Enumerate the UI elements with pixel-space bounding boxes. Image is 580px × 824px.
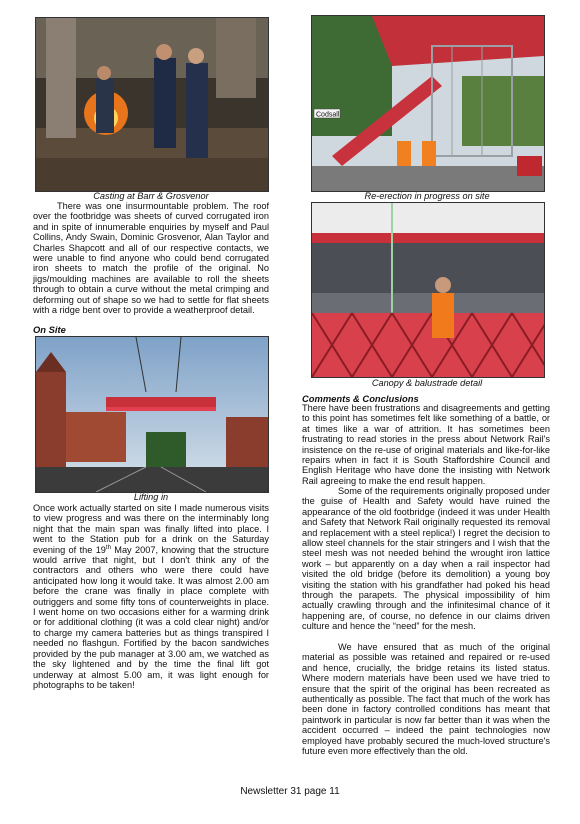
- casting-image: [36, 18, 268, 191]
- page-number: 11: [329, 786, 340, 797]
- lifting-image: [36, 337, 268, 492]
- paragraph-on-site-text-a: Once work actually started on site I made numerous visits to view progress and was there on the interminably long night that the main span was finally lifted into place. I went to the Station pub for a drink on the Saturday evening of the 19: [33, 503, 269, 555]
- lifting-caption: Lifting in: [133, 492, 169, 502]
- page-footer: [0, 786, 580, 797]
- re-erection-caption: Re-erection in progress on site: [364, 191, 490, 201]
- paragraph-requirements-text: Some of the requirements originally proposed under the guise of Health and Safety would have ruined the appearance of the old footbridge (indeed it was under Health and Safety that Network Rail originally requested its removal and replacement with a steel replica!) I regret the decision to allow steel channels for the stair stringers and I wish that the steel mesh was not needed behind the wrought iron lattice work – but apparently on a day when a rail inspector had visited the old bridge (before its demolition) a young boy visiting the station with his grandfather had poked his head through the parapets. The physical impossibility of him actually crawling through and the infinitesimal chance of it happening are, of course, no defence in our claims driven culture and hence the “need” for the mesh.: [302, 486, 550, 632]
- heading-comments: Comments & Conclusions: [302, 393, 419, 404]
- re-erection-image: [312, 16, 544, 191]
- paragraph-frustrations: [302, 403, 550, 486]
- paragraph-frustrations-text: There have been frustrations and disagreements and getting to this point has sometimes felt like something of a battle, or at times like a war of attrition. It has sometimes been frustrating to read stories in the press about Network Rail's insistence on the re-use of original materials and like-for-like repairs when in fact it is South Staffordshire Council and English Heritage who have done the insisting with Network Rail agreeing to make the end result happen.: [302, 403, 550, 486]
- canopy-caption: Canopy & balustrade detail: [371, 378, 483, 388]
- date-suffix: th: [105, 544, 111, 551]
- paragraph-on-site-text-b: May 2007, knowing that the structure would arrive that night, but I don't think any of the contractors and others who were there could have anticipated how long it would take. It was almost 2.00 am before the crane was finally in place complete with outriggers and some fifty tons of counterweights in place. I went home on two occasions either for a warming drink or for additional clothing (it was a cold clear night) and/or to charge my camera batteries but as things transpired I needed no flashgun. Fortified by the bacon sandwiches provided by the pub manager at 3.00 am, we watched as the sky lightened and by the time the final lift got underway at almost 5.00 am, it was light enough for photographs to be taken!: [33, 544, 269, 690]
- casting-photo: [35, 17, 269, 192]
- canopy-photo: [311, 202, 545, 378]
- paragraph-on-site: [33, 503, 269, 690]
- paragraph-ensured-text: We have ensured that as much of the original material as possible was retained and repaired or re-used and hence, crucially, the bridge retains its listed status. Where modern materials have been used we have tried to ensure that the spirit of the original has been recreated as authentically as possible. The fact that much of the work has been done in factory controlled conditions has meant that paintwork in particular is now far better than it was when the accident occurred – indeed the paint technologies now employed have probably secured the much-loved structure's future even more effectively than the old.: [302, 642, 550, 757]
- heading-on-site: On Site: [33, 324, 66, 335]
- canopy-image: [312, 203, 544, 377]
- lifting-photo: [35, 336, 269, 493]
- paragraph-roof: [33, 201, 269, 315]
- paragraph-ensured: [302, 642, 550, 756]
- paragraph-requirements: [302, 486, 550, 632]
- casting-caption: Casting at Barr & Grosvenor: [93, 191, 209, 201]
- station-sign-text: Codsall: [316, 111, 340, 119]
- paragraph-roof-text: There was one insurmountable problem. The roof over the footbridge was sheets of curved corrugated iron and in spite of innumerable enquiries by myself and Paul Collins, Andy Swain, Dominic Grosvenor, Alan Taylor and Charles Shapcott and all of our respective contacts, we were unable to find anyone who could bend corrugated iron sheets to match the profile of the original. No jigs/moulding machines are available to roll the sheets through to obtain a curve without the metal crimping and deforming out of shape so we had to settle for flat sheets with a ridge bent over to provide a weatherproof detail.: [33, 201, 269, 316]
- re-erection-photo: [311, 15, 545, 192]
- footer-label: Newsletter 31 page: [240, 786, 327, 797]
